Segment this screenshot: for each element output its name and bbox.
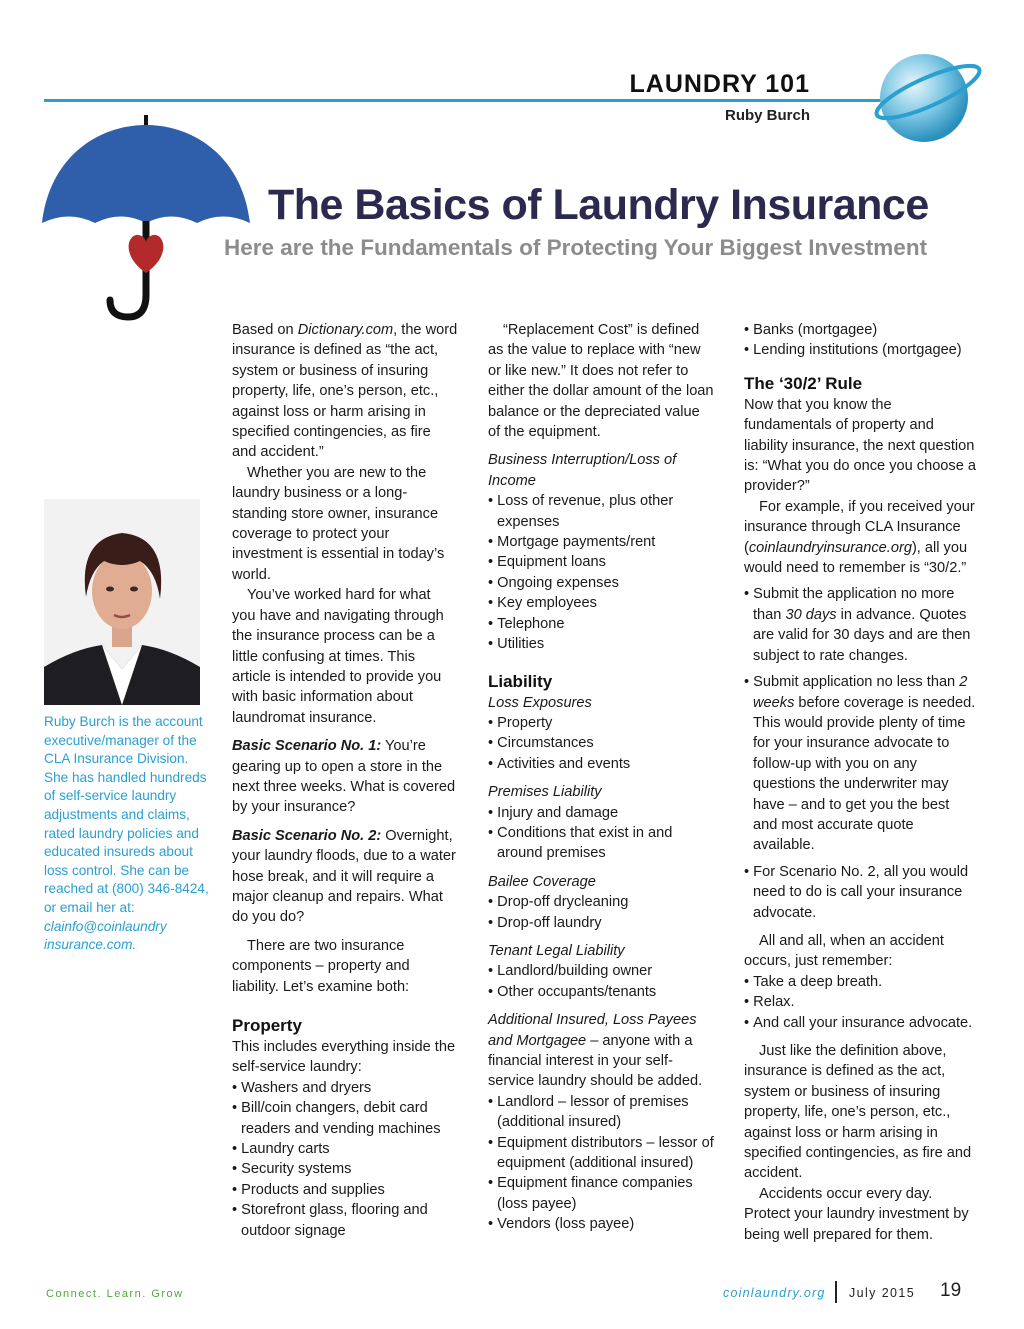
list-item: • Submit the application no more than 30 days in advance. Quotes are valid for 30 days and are then subject to rate changes. (744, 584, 976, 666)
list-item: • Lending institutions (mortgagee) (744, 340, 976, 360)
list-item: • Key employees (488, 593, 714, 613)
list-item: • Laundry carts (232, 1139, 458, 1159)
property-intro: This includes everything inside the self-service laundry: (232, 1039, 456, 1076)
rule-heading: The ‘30/2’ Rule (744, 373, 863, 393)
paragraph: Whether you are new to the laundry business or a long-standing store owner, insurance coverage to protect your investment is essential in today’s world. (232, 464, 445, 583)
globe-icon (872, 46, 984, 146)
rule-list (744, 584, 976, 923)
accident-list (744, 972, 976, 1033)
article-column-1 (232, 320, 458, 1241)
additional-insured-list (488, 1092, 714, 1235)
list-item: • Drop-off drycleaning (488, 892, 714, 912)
list-item: • Security systems (232, 1159, 458, 1179)
list-item: • Loss of revenue, plus other expenses (488, 491, 714, 532)
paragraph: All and all, when an accident occurs, just remember: (744, 932, 944, 970)
list-item: • Circumstances (488, 733, 714, 753)
scenario-2: Basic Scenario No. 2: Overnight, your laundry floods, due to a water hose break, and it will require a major cleanup and repairs. What do you do? (232, 827, 456, 926)
list-item: • Landlord/building owner (488, 961, 714, 981)
property-heading: Property (232, 1016, 302, 1035)
list-item: • Landlord – lessor of premises (additional insured) (488, 1092, 714, 1133)
author-photo (44, 499, 200, 705)
list-item: • For Scenario No. 2, all you would need to do is call your insurance advocate. (744, 862, 976, 923)
article-column-2 (488, 320, 714, 1235)
list-item: • Activities and events (488, 754, 714, 774)
liability-heading: Liability (488, 671, 553, 691)
list-item: • Banks (mortgagee) (744, 320, 976, 340)
paragraph: There are two insurance components – property and liability. Let’s examine both: (232, 937, 410, 995)
header-rule (44, 99, 944, 102)
loss-exposures-heading: Loss Exposures (488, 694, 592, 711)
list-item: • Other occupants/tenants (488, 982, 714, 1002)
intro-paragraph: Based on Dictionary.com, the word insurance is defined as “the act, system or business of insuring property, life, one’s person, etc., against loss or harm arising in specified contingencies, as fire and accident.” (232, 322, 458, 461)
list-item: • Mortgage payments/rent (488, 532, 714, 552)
list-item: • Utilities (488, 634, 714, 654)
umbrella-icon (40, 115, 252, 325)
paragraph: You’ve worked hard for what you have and navigating through the insurance process can be a little confusing at times. This article is intended to provide you with basic information about laundromat insurance. (232, 587, 444, 726)
column-title: LAUNDRY 101 (629, 70, 810, 98)
footer-divider (835, 1281, 837, 1303)
list-item: • Bill/coin changers, debit card readers and vending machines (232, 1098, 458, 1139)
mortgagee-list (744, 320, 976, 361)
tenant-legal-liability-heading: Tenant Legal Liability (488, 942, 625, 959)
list-item: • Equipment loans (488, 552, 714, 572)
bailee-coverage-list (488, 892, 714, 933)
list-item: • Submit application no less than 2 weeks before coverage is needed. This would provide plenty of time for your insurance advocate to follow-up with you on any questions the underwriter may have – and to get you the best and most accurate quote available. (744, 672, 976, 856)
footer-tagline: Connect. Learn. Grow (46, 1288, 184, 1300)
paragraph: Just like the definition above, insurance is defined as the act, system or business of insuring property, life, one’s person, etc., against loss or harm arising in specified contingencies, as fire and accident. (744, 1043, 972, 1182)
author-bio-text: Ruby Burch is the account executive/manager of the CLA Insurance Division. She has handled hundreds of self-service laundry adjustments and claims, rated laundry policies and educated insureds about loss control. She can be reached at (800) 346-8424, or email her at: (44, 714, 209, 915)
article-title: The Basics of Laundry Insurance (268, 181, 929, 229)
property-list (232, 1078, 458, 1241)
additional-insured-paragraph: Additional Insured, Loss Payees and Mortgagee – anyone with a financial interest in your self-service laundry should be added. (488, 1012, 703, 1090)
premises-liability-list (488, 803, 714, 864)
loss-exposures-list (488, 713, 714, 774)
business-interruption-heading: Business Interruption/Loss of Income (488, 452, 677, 489)
paragraph: Accidents occur every day. Protect your laundry investment by being well prepared for them. (744, 1185, 969, 1243)
paragraph: Now that you know the fundamentals of property and liability insurance, the next question is: “What you do once you choose a provider?” (744, 396, 977, 495)
footer-url[interactable]: coinlaundry.org (723, 1286, 826, 1300)
footer-date: July 2015 (849, 1286, 916, 1300)
tenant-legal-liability-list (488, 961, 714, 1002)
list-item: • And call your insurance advocate. (744, 1013, 976, 1033)
list-item: • Drop-off laundry (488, 913, 714, 933)
page-number: 19 (940, 1280, 962, 1301)
article-subtitle: Here are the Fundamentals of Protecting Your Biggest Investment (224, 235, 928, 260)
list-item: • Storefront glass, flooring and outdoor signage (232, 1200, 458, 1241)
author-email[interactable]: clainfo@coinlaundry insurance.com. (44, 918, 167, 953)
list-item: • Injury and damage (488, 803, 714, 823)
list-item: • Ongoing expenses (488, 573, 714, 593)
list-item: • Take a deep breath. (744, 972, 976, 992)
list-item: • Vendors (loss payee) (488, 1214, 714, 1234)
author-bio (44, 713, 209, 955)
list-item: • Conditions that exist in and around premises (488, 823, 714, 864)
article-column-3 (744, 320, 976, 1245)
website-link[interactable]: coinlaundryinsurance.org (748, 539, 912, 556)
scenario-1: Basic Scenario No. 1: You’re gearing up to open a store in the next three weeks. What is covered by your insurance? (232, 738, 456, 816)
paragraph: For example, if you received your insurance through CLA Insurance (coinlaundryinsurance.org), all you would need to remember is “30/2.” (744, 498, 975, 577)
list-item: • Equipment distributors – lessor of equipment (additional insured) (488, 1133, 714, 1174)
list-item: • Washers and dryers (232, 1078, 458, 1098)
source-name: Dictionary.com (297, 322, 394, 338)
list-item: • Property (488, 713, 714, 733)
list-item: • Equipment finance companies (loss payee) (488, 1173, 714, 1214)
replacement-cost-paragraph: “Replacement Cost” is defined as the value to replace with “new or like new.” It does not refer to either the dollar amount of the loan balance or the depreciated value of the equipment. (488, 322, 714, 441)
premises-liability-heading: Premises Liability (488, 784, 602, 801)
bailee-coverage-heading: Bailee Coverage (488, 873, 596, 890)
business-interruption-list (488, 491, 714, 654)
author-name: Ruby Burch (724, 107, 810, 124)
list-item: • Products and supplies (232, 1180, 458, 1200)
list-item: • Relax. (744, 992, 976, 1012)
list-item: • Telephone (488, 614, 714, 634)
